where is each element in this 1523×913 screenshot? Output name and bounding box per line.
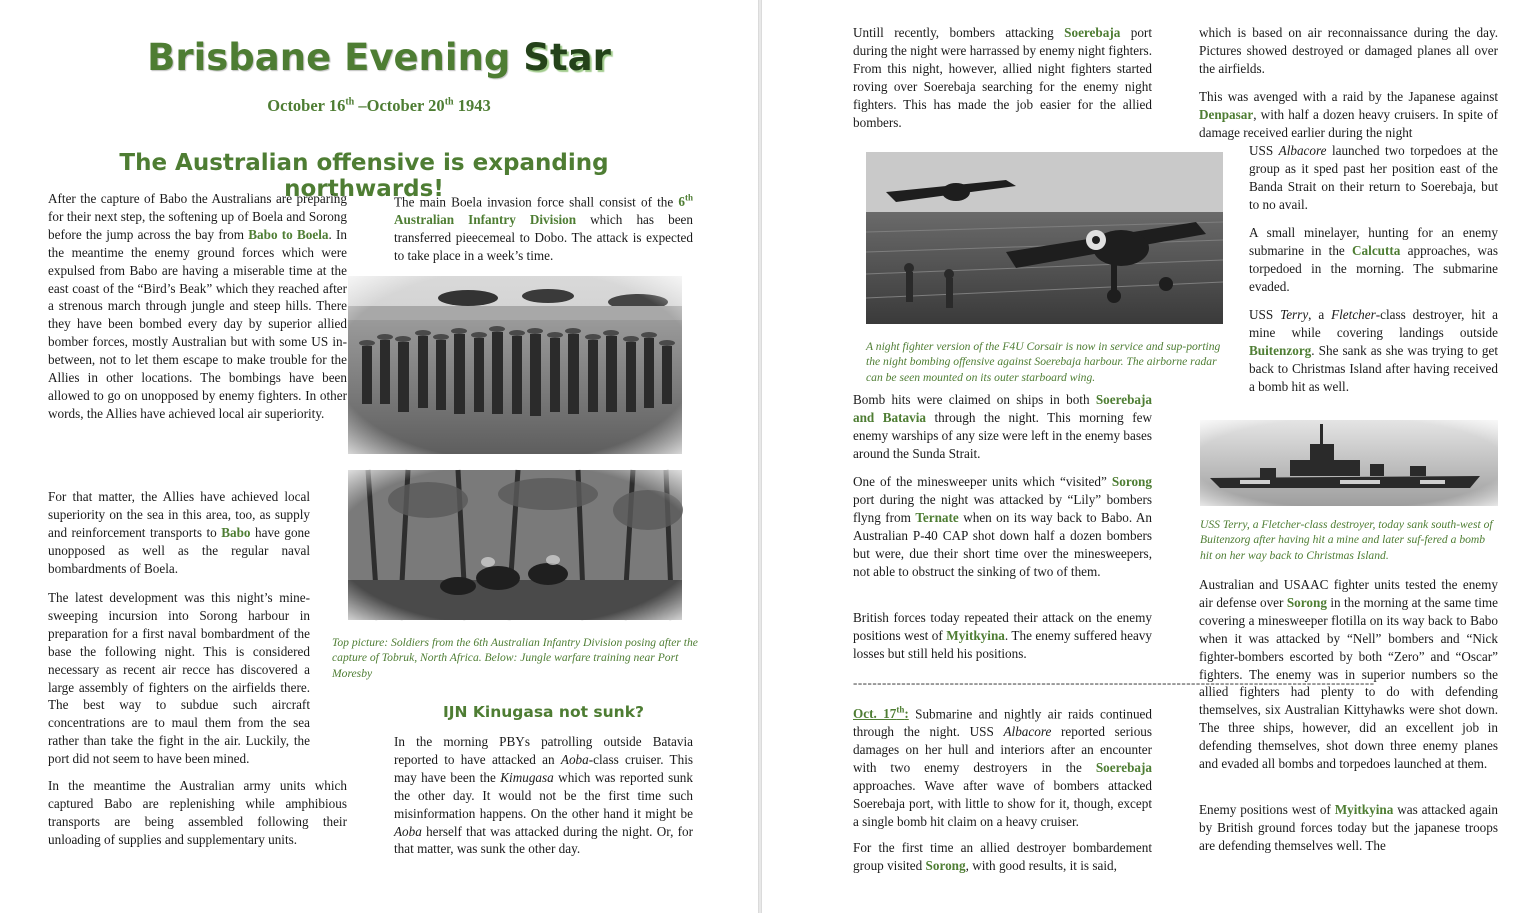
text-run: -class cruiser. This may have been the xyxy=(394,751,693,785)
ship-class: Fletcher xyxy=(1331,307,1376,322)
date-label-text: Oct. 17 xyxy=(853,706,897,722)
col4-para-4 xyxy=(1249,306,1498,396)
masthead-title-star: Star xyxy=(523,36,611,79)
text-run: -class destroyer, hit a mine while covering landings outside xyxy=(1249,307,1499,340)
dateline xyxy=(0,96,758,116)
dateline-start-sup: th xyxy=(345,96,355,108)
masthead-title xyxy=(0,36,758,79)
text-run: USS xyxy=(1249,143,1279,158)
jungle-photo xyxy=(348,470,682,620)
soldiers-photo-caption: Top picture: Soldiers from the 6th Australian Infantry Division posing after the capture of Tobruk, North Africa. Below: Jungle warfare training near Port Moresby xyxy=(332,636,698,680)
text-run: After the capture of Babo the Australians are preparing for their next step, the softening up of Boela and Sorong before the jump across the bay from xyxy=(48,191,347,242)
place-highlight: Sorong xyxy=(1111,474,1152,489)
text-run: Submarine and nightly air raids continued through the night. USS xyxy=(853,706,1152,740)
col3-para-6 xyxy=(853,839,1152,875)
place-highlight: Babo xyxy=(221,524,251,540)
col4-para-2b xyxy=(1249,142,1498,214)
left-page xyxy=(0,0,758,913)
col2-para-2 xyxy=(394,733,693,858)
jungle-photo-image xyxy=(348,470,682,620)
corsair-photo xyxy=(866,152,1223,324)
corsair-photo-caption: A night fighter version of the F4U Corsair is now in service and sup-porting the night bombing offensive against Soerebaja harbour. The airborne radar can be seen mounted on its outer starboard wing. xyxy=(866,340,1221,384)
col4-para-6 xyxy=(1199,801,1498,855)
ship-name: Aoba xyxy=(394,823,422,839)
main-headline: The Australian offensive is expanding northwards! xyxy=(119,150,609,202)
place-highlight: Myitkyina xyxy=(1334,802,1394,817)
place-highlight: Soerebaja and Batavia xyxy=(853,392,1152,425)
ship-name: Albacore xyxy=(1003,724,1052,740)
text-run: approaches, was torpedoed in the morning. The submarine evaded. xyxy=(1249,242,1498,294)
text-run: which was reported sunk the other day. It would not be the first time such misinformation happens. On the other hand it might be xyxy=(394,769,693,821)
text-run: Bomb hits were claimed on ships in both xyxy=(853,392,1096,407)
text-run: . She sank as she was trying to get back to Christmas Island after having received a bomb hit as well. xyxy=(1249,342,1498,394)
right-page xyxy=(762,0,1523,913)
text-run: Australian and USAAC fighter units tested the enemy air defense over xyxy=(1199,577,1498,610)
text-run: USS xyxy=(1249,307,1281,322)
text-run: have gone unopposed as well as the regular naval bombardments of Boela. xyxy=(48,524,311,576)
place-highlight: Myitkyina xyxy=(946,627,1005,643)
text-run: A small minelayer, hunting for an enemy submarine in the xyxy=(1249,225,1498,258)
text-run: . In the meantime the enemy ground forces which were expulsed from Babo are having a miserable time at the east coast of the “Bird’s Beak” which they reached after a strenous march through jungle and steep hills. There they have been bombed every day by superior allied bomber forces, mostly Australian but with some US in-between, not to let them escape to make trouble for the Allies in other locations. The bombings have been allowed to go on unopposed by enemy fighters. In other words, the Allies have achieved local air superiority. xyxy=(48,226,347,421)
ship-name: Kimugasa xyxy=(500,769,554,785)
ship-name: Aoba xyxy=(560,751,589,767)
text-run: British forces today repeated their attack on the enemy positions west of xyxy=(853,610,1152,643)
col1-para-1 xyxy=(48,190,347,423)
ship-name: Terry xyxy=(1280,307,1309,322)
text-run: port during the night were harrassed by enemy night fighters. From this night, however, allied night fighters started roving over Soerebaja searching for the enemy night fighters. This has made the job easier for the allied bombers. xyxy=(853,25,1152,130)
date-label-colon: : xyxy=(904,706,909,722)
text-run: when on its way back to Babo. An Australian P-40 CAP shot down half a dozen bombers but were, due their short time over the minesweepers, not able to obstruct the sinking of two of them. xyxy=(853,509,1152,579)
dateline-year: 1943 xyxy=(453,96,491,115)
text-run: For that matter, the Allies have achieved local superiority on the sea in this area, too, as supply and reinforcement transports to xyxy=(48,489,310,540)
soldiers-photo xyxy=(348,276,682,454)
corsair-photo-image xyxy=(866,152,1223,324)
place-highlight: Calcutta xyxy=(1352,242,1401,258)
place-highlight: Soerebaja xyxy=(1095,760,1152,776)
kinugasa-subhead: IJN Kinugasa not sunk? xyxy=(442,703,644,721)
place-highlight: Soerebaja xyxy=(1064,25,1121,40)
col3-para-5 xyxy=(853,702,1152,831)
col4-para-2 xyxy=(1199,88,1498,142)
place-highlight: Buitenzorg xyxy=(1249,342,1312,358)
date-label-sup: th xyxy=(896,705,905,715)
text-run: through the night. This morning few enemy warships of any size were left in the enemy bases around the Sunda Strait. xyxy=(853,409,1152,461)
text-run: launched two torpedoes at the group as it sped past her position east of the Banda Strait on their return to Soerebaja, but to no avail. xyxy=(1249,143,1498,212)
place-highlight: Denpasar xyxy=(1199,106,1254,122)
text-run: Enemy positions west of xyxy=(1199,802,1335,817)
text-run: Untill recently, bombers attacking xyxy=(853,25,1065,40)
col2-para-1 xyxy=(394,190,693,265)
col3-para-3 xyxy=(853,473,1152,580)
text-run: was attacked again by British ground forces today but the japanese troops are defending themselves well. The xyxy=(1199,802,1498,853)
col1-para-4: In the meantime the Australian army units which captured Babo are replenishing while amphibious transports are being assembled following their unloading of supplies and supplementary units. xyxy=(48,778,347,847)
text-run: , a xyxy=(1308,307,1332,322)
place-highlight: Sorong xyxy=(925,857,966,873)
text-run: One of the minesweeper units which “visited” xyxy=(853,474,1112,489)
dateline-end-sup: th xyxy=(444,96,454,108)
text-run: . The enemy suffered heavy losses but still held his positions. xyxy=(853,627,1152,661)
ship-name: Albacore xyxy=(1278,143,1327,158)
text-run: For the first time an allied destroyer bombardement group visited xyxy=(853,840,1152,873)
col4-para-3 xyxy=(1249,224,1498,296)
masthead-title-main: Brisbane Evening xyxy=(147,36,511,79)
dateline-separator: – xyxy=(354,96,367,115)
section-divider: ------------------------------------------------------------------------------------------------------------ xyxy=(853,675,1375,690)
col3-para-4 xyxy=(853,609,1152,663)
division-number-sup: th xyxy=(684,193,693,203)
text-run: , with half a dozen heavy cruisers. In spite of damage received earlier during the night xyxy=(1199,106,1498,140)
col4-para-5 xyxy=(1199,576,1498,773)
destroyer-photo-caption: USS Terry, a Fletcher-class destroyer, today sank south-west of Buitenzorg after having hit a mine and later suf-fered a bomb hit on her way back to Christmas Island. xyxy=(1200,518,1493,562)
col1-para-2 xyxy=(48,488,310,578)
dateline-end: October 20 xyxy=(366,96,445,115)
text-run: which has been transferred pieecemeal to Dobo. The attack is expected to take place in a week’s time. xyxy=(394,212,693,264)
text-run: in the morning at the same time covering a minesweeper flotilla on its way back to Babo when it was attacked by “Nell” bombers and “Nick fighter-bombers escorted by both “Zero” and “Oscar” fighters. The enemy was in superior numbers so the allied fighters had plenty to do with defending themselves, six Australian Kittyhawks were shot down. The three ships, however, did an excellent job in defending themselves, shot down three enemy planes and evaded all bombs and torpedoes launched at them. xyxy=(1199,594,1498,772)
destroyer-photo-image xyxy=(1200,420,1498,506)
division-number: 6 xyxy=(678,194,685,210)
text-run: port during the night was attacked by “Lily” bombers flyng from xyxy=(853,491,1152,525)
text-run: herself that was attacked during the night. Or, for that matter, was sunk the other day. xyxy=(394,823,693,857)
text-run: In the morning PBYs patrolling outside Batavia reported to have attacked an xyxy=(394,734,693,767)
text-run: The main Boela invasion force shall consist of the xyxy=(394,194,679,210)
col3-para-1 xyxy=(853,24,1152,131)
col3-para-2 xyxy=(853,391,1152,463)
place-highlight: Babo to Boela xyxy=(248,226,329,242)
destroyer-photo xyxy=(1200,420,1498,506)
date-label xyxy=(853,706,909,721)
place-highlight: Ternate xyxy=(915,509,959,525)
col4-para-1: which is based on air reconnaissance during the day. Pictures showed destroyed or damaged planes all over the airfields. xyxy=(1199,25,1498,76)
division-name: Australian Infantry Division xyxy=(394,212,577,228)
text-run: , with good results, it is said, xyxy=(965,857,1117,873)
text-run: approaches. Wave after wave of bombers attacked Soerebaja port, with little to show for it, though, except a single bomb hit claim on a heavy cruiser. xyxy=(853,778,1152,829)
soldiers-photo-image xyxy=(348,276,682,454)
col1-para-3: The latest development was this night’s mine-sweeping incursion into Sorong harbour in preparation for a first naval bombardment of the base the following night. This is considered necessary as recent air recce has discovered a large assembly of fighters on the airfields there. The best way to subdue such aircraft concentrations are to maul them from the sea rather than take the fight in the air. Luckily, the port did not seem to have been mined. xyxy=(48,590,310,767)
text-run: reported serious damages on her hull and interiors after an encounter with two enemy destroyers in the xyxy=(853,724,1153,776)
place-highlight: Sorong xyxy=(1286,594,1327,610)
text-run: This was avenged with a raid by the Japanese against xyxy=(1199,89,1498,104)
dateline-start: October 16 xyxy=(267,96,346,115)
